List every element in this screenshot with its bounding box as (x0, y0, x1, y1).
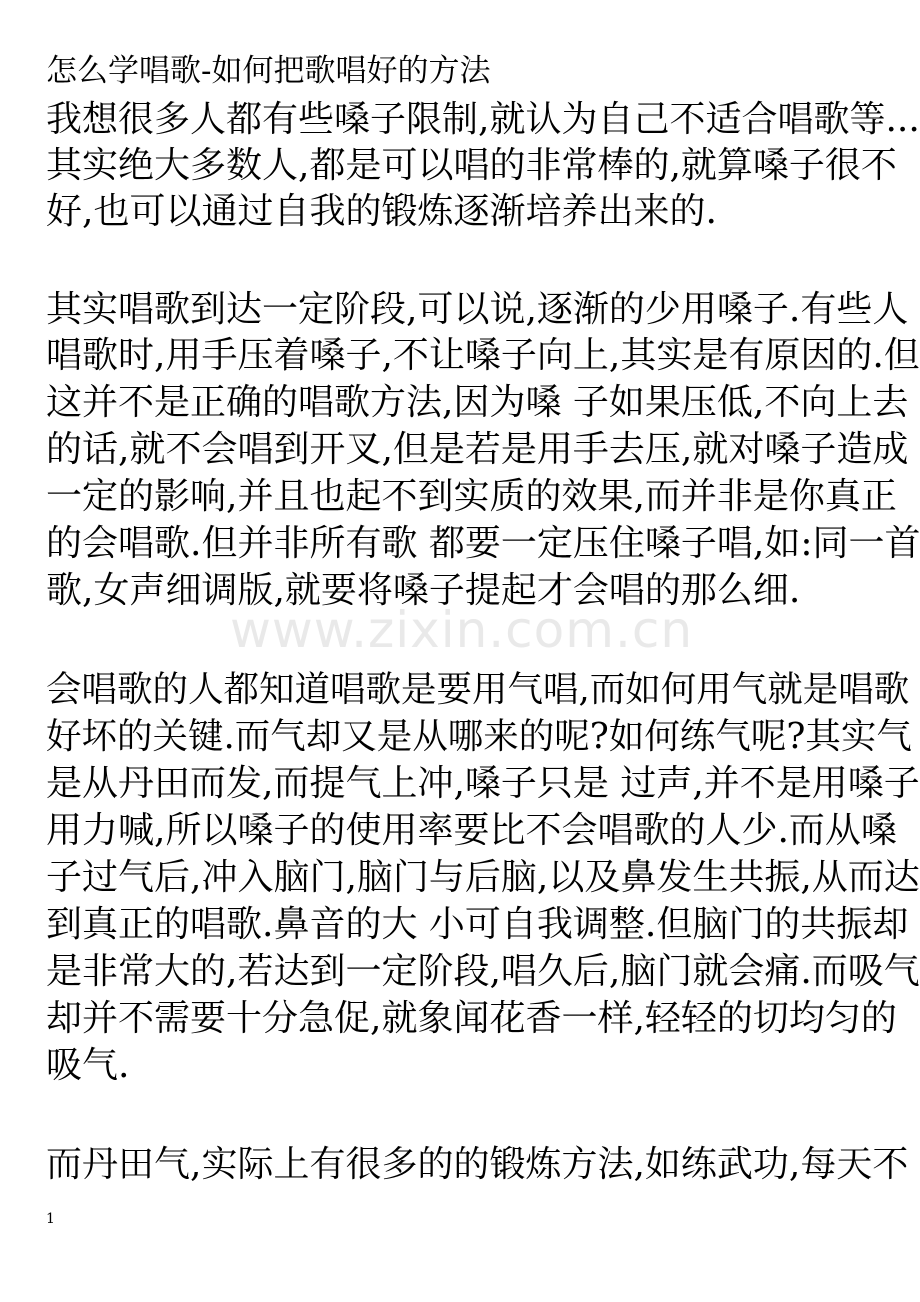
text-line: 歌,女声细调版,就要将嗓子提起才会唱的那么细. (46, 570, 801, 611)
text-line: 却并不需要十分急促,就象闻花香一样,轻轻的切均匀的 (46, 998, 897, 1039)
text-line: 是非常大的,若达到一定阶段,唱久后,脑门就会痛.而吸气 (46, 951, 920, 992)
text-line: 是从丹田而发,而提气上冲,嗓子只是 过声,并不是用嗓子 (46, 763, 920, 804)
text-line: 其实唱歌到达一定阶段,可以说,逐渐的少用嗓子.有些人 (46, 289, 909, 330)
watermark: www.zixin.com.cn (230, 601, 694, 659)
text-line: 而丹田气,实际上有很多的的锻炼方法,如练武功,每天不 (46, 1144, 909, 1185)
text-line: 会唱歌的人都知道唱歌是要用气唱,而如何用气就是唱歌 (46, 669, 910, 710)
text-line: 到真正的唱歌.鼻音的大 小可自我调整.但脑门的共振却 (46, 904, 909, 945)
text-line: 吸气. (46, 1045, 130, 1086)
text-line: 唱歌时,用手压着嗓子,不让嗓子向上,其实是有原因的.但 (46, 335, 920, 376)
text-line: 好坏的关键.而气却又是从哪来的呢?如何练气呢?其实气 (46, 716, 912, 757)
text-line: 的会唱歌.但并非所有歌 都要一定压住嗓子唱,如:同一首 (46, 523, 920, 564)
text-line: 我想很多人都有些嗓子限制,就认为自己不适合唱歌等... (46, 99, 920, 140)
text-line: 一定的影响,并且也起不到实质的效果,而并非是你真正 (46, 476, 897, 517)
text-line: 其实绝大多数人,都是可以唱的非常棒的,就算嗓子很不 (46, 145, 897, 186)
text-line: 这并不是正确的唱歌方法,因为嗓 子如果压低,不向上去 (46, 382, 909, 423)
page-number: 1 (46, 1211, 55, 1227)
text-line: 的话,就不会唱到开叉,但是若是用手去压,就对嗓子造成 (46, 429, 909, 470)
text-line: 子过气后,冲入脑门,脑门与后脑,以及鼻发生共振,从而达 (46, 857, 920, 898)
text-line: 用力喊,所以嗓子的使用率要比不会唱歌的人少.而从嗓 (46, 810, 897, 851)
text-line: 好,也可以通过自我的锻炼逐渐培养出来的. (46, 191, 717, 232)
document-title: 怎么学唱歌-如何把歌唱好的方法 (46, 53, 491, 89)
